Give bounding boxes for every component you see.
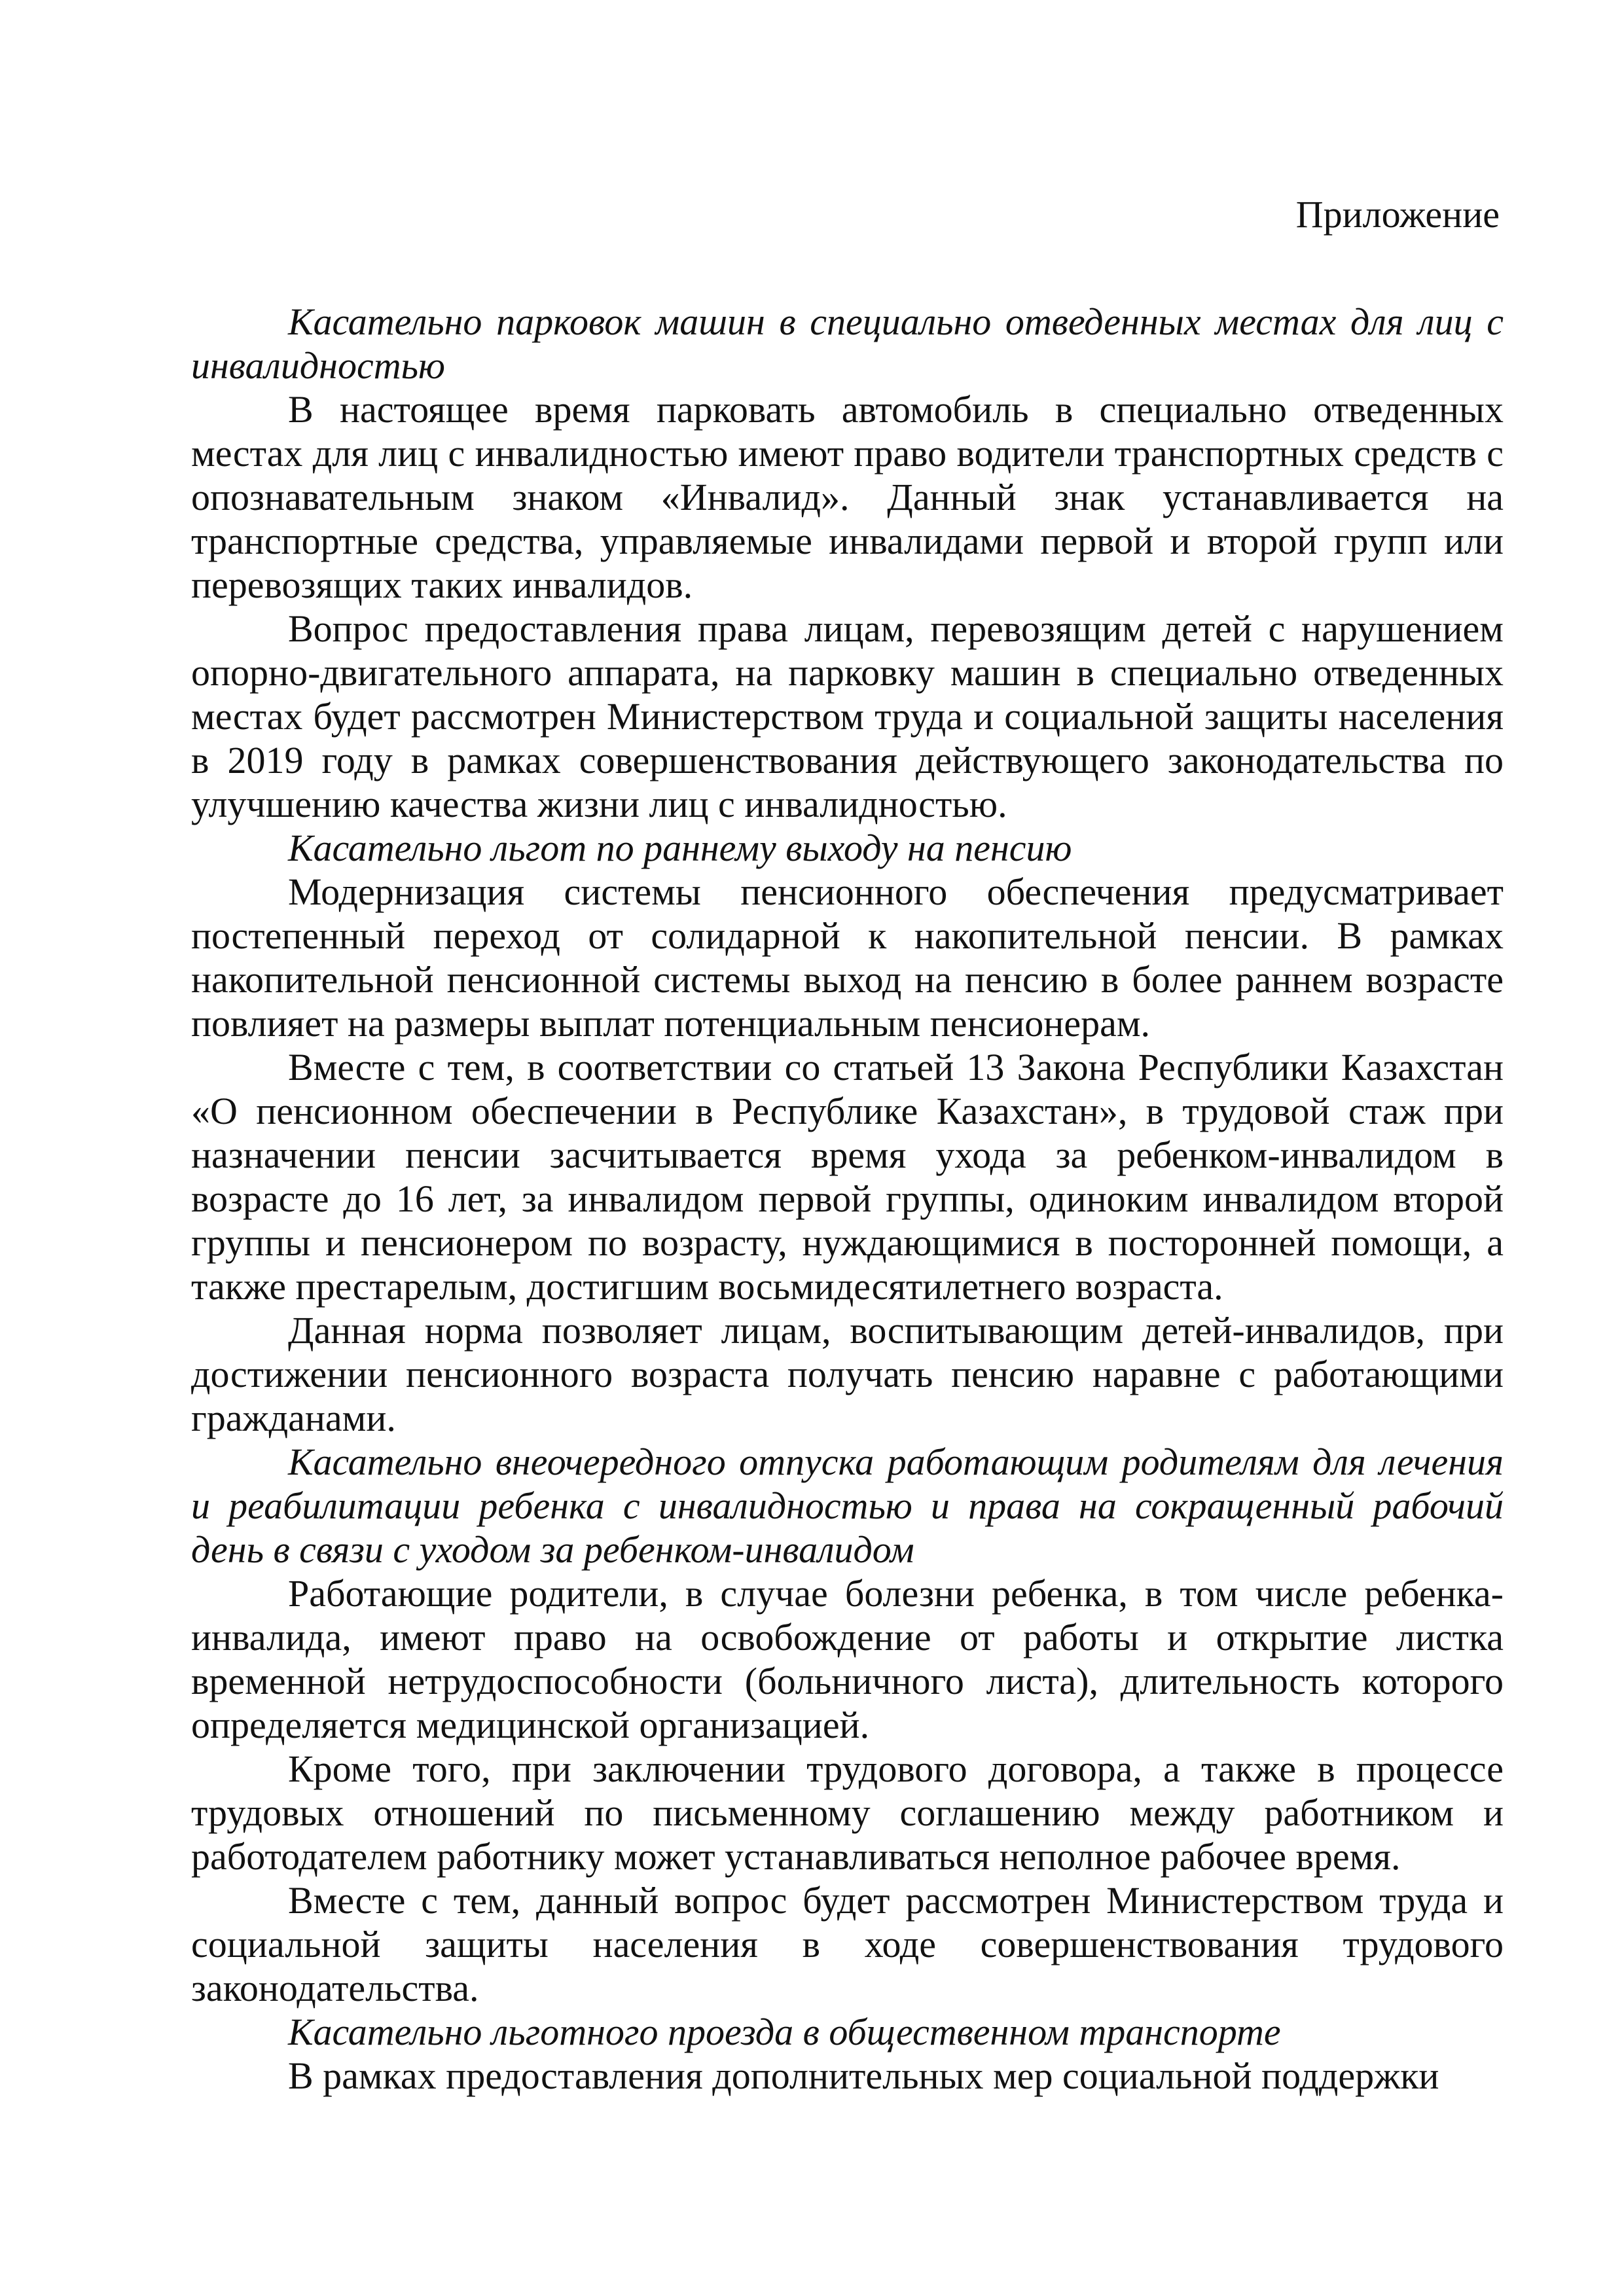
appendix-label: Приложение xyxy=(1295,193,1500,236)
paragraph: Модернизация системы пенсионного обеспечения предусматривает постепенный переход от солидарной к накопительной пенсии. В рамках накопительной пенсионной системы выход на пенсию в более раннем возрасте повлияет на размеры выплат потенциальным пенсионерам. xyxy=(191,870,1504,1045)
section-heading-public-transport: Касательно льготного проезда в общественном транспорте xyxy=(288,2011,1281,2053)
document-body xyxy=(191,300,1504,2098)
paragraph: В настоящее время парковать автомобиль в специально отведенных местах для лиц с инвалидностью имеют право водители транспортных средств с опознавательным знаком «Инвалид». Данный знак устанавливается на транспортные средства, управляемые инвалидами первой и второй групп или перевозящих таких инвалидов. xyxy=(191,388,1504,606)
paragraph: Кроме того, при заключении трудового договора, а также в процессе трудовых отношений по письменному соглашению между работником и работодателем работнику может устанавливаться неполное рабочее время. xyxy=(191,1748,1504,1878)
paragraph: В рамках предоставления дополнительных мер социальной поддержки xyxy=(288,2054,1439,2097)
paragraph: Вопрос предоставления права лицам, перевозящим детей с нарушением опорно-двигательного аппарата, на парковку машин в специально отведенных местах будет рассмотрен Министерством труда и социальной защиты населения в 2019 году в рамках совершенствования действующего законодательства по улучшению качества жизни лиц с инвалидностью. xyxy=(191,607,1504,825)
paragraph: Вместе с тем, данный вопрос будет рассмотрен Министерством труда и социальной защиты населения в ходе совершенствования трудового законодательства. xyxy=(191,1879,1504,2009)
paragraph: Вместе с тем, в соответствии со статьей 13 Закона Республики Казахстан «О пенсионном обеспечении в Республике Казахстан», в трудовой стаж при назначении пенсии засчитывается время ухода за ребенком-инвалидом в возрасте до 16 лет, за инвалидом первой группы, одиноким инвалидом второй группы и пенсионером по возрасту, нуждающимися в посторонней помощи, а также престарелым, достигшим восьмидесятилетнего возраста. xyxy=(191,1046,1504,1308)
section-heading-parking: Касательно парковок машин в специально отведенных местах для лиц с инвалидностью xyxy=(191,300,1504,387)
section-heading-early-pension: Касательно льгот по раннему выходу на пенсию xyxy=(288,827,1072,869)
paragraph: Данная норма позволяет лицам, воспитывающим детей-инвалидов, при достижении пенсионного возраста получать пенсию наравне с работающими гражданами. xyxy=(191,1309,1504,1439)
paragraph: Работающие родители, в случае болезни ребенка, в том числе ребенка-инвалида, имеют право на освобождение от работы и открытие листка временной нетрудоспособности (больничного листа), длительность которого определяется медицинской организацией. xyxy=(191,1572,1504,1746)
section-heading-parental-leave: Касательно внеочередного отпуска работающим родителям для лечения и реабилитации ребенка с инвалидностью и права на сокращенный рабочий день в связи с уходом за ребенком-инвалидом xyxy=(191,1441,1504,1571)
